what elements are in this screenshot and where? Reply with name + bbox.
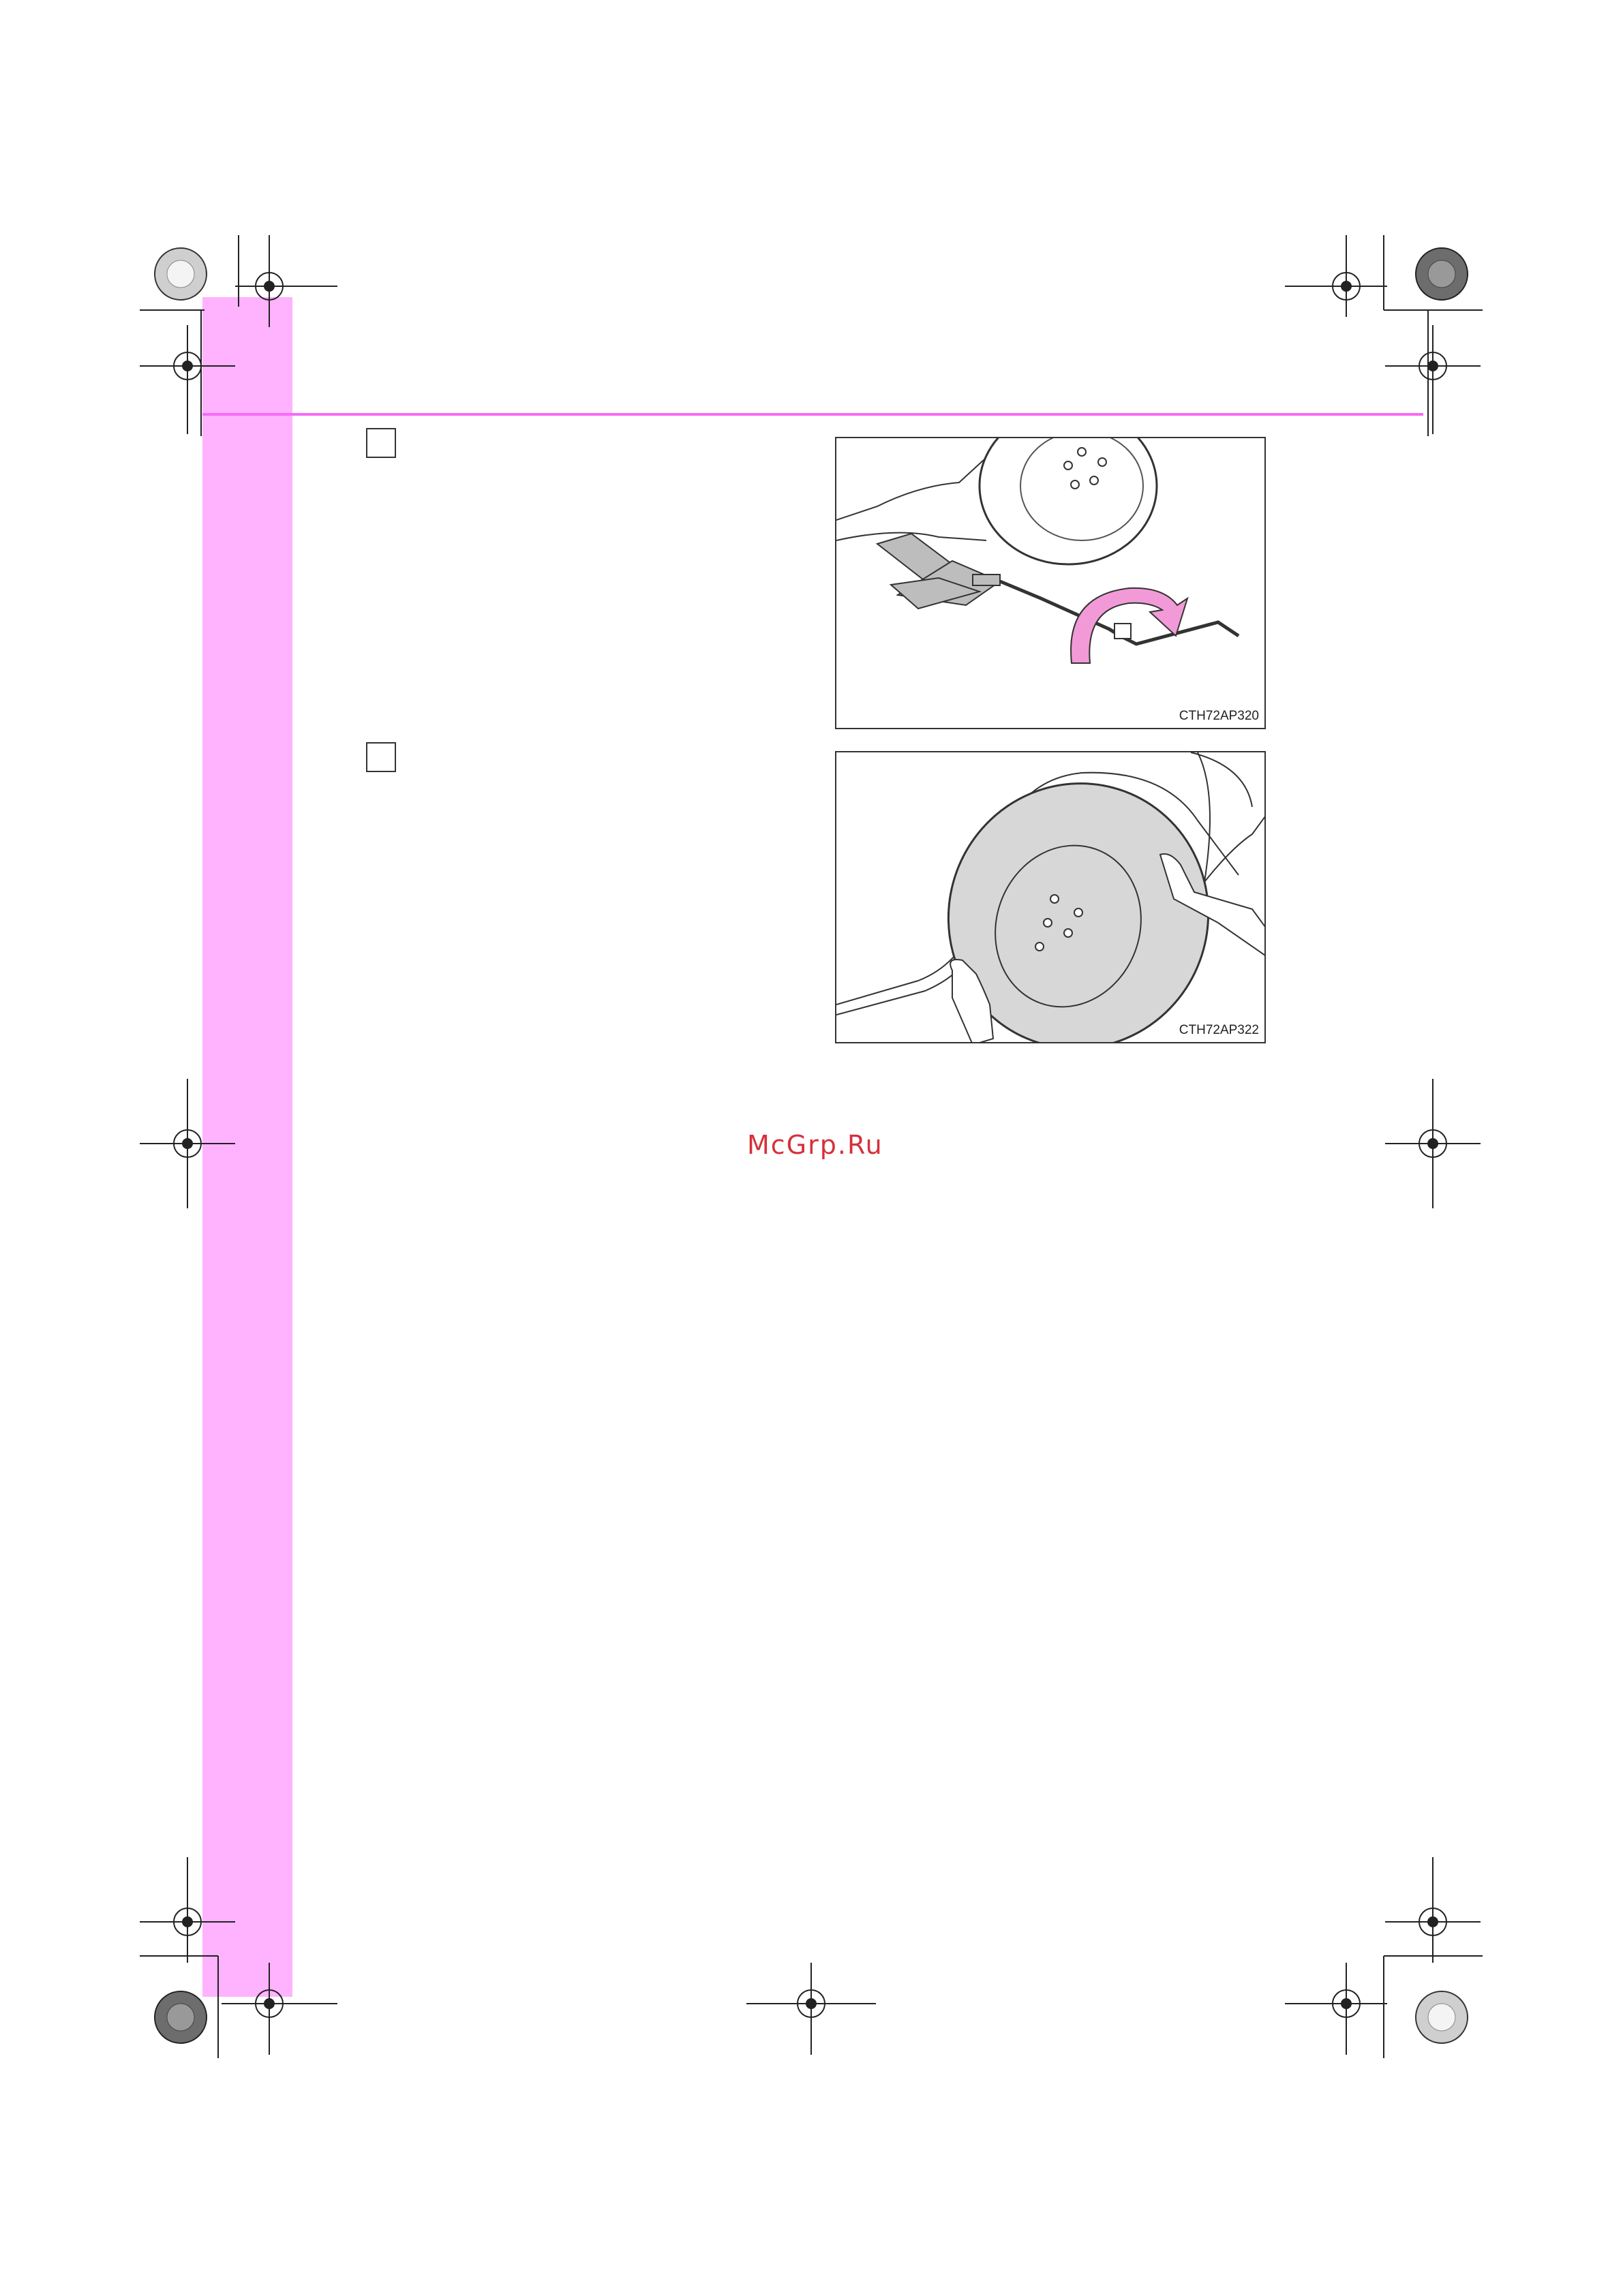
figure-code-1: CTH72AP320	[1179, 709, 1259, 723]
watermark: McGrp.Ru	[747, 1130, 883, 1160]
registration-mark-icon	[140, 235, 1481, 2055]
figure-code-2: CTH72AP322	[1179, 1023, 1259, 1037]
color-target-icon	[155, 248, 1468, 2043]
